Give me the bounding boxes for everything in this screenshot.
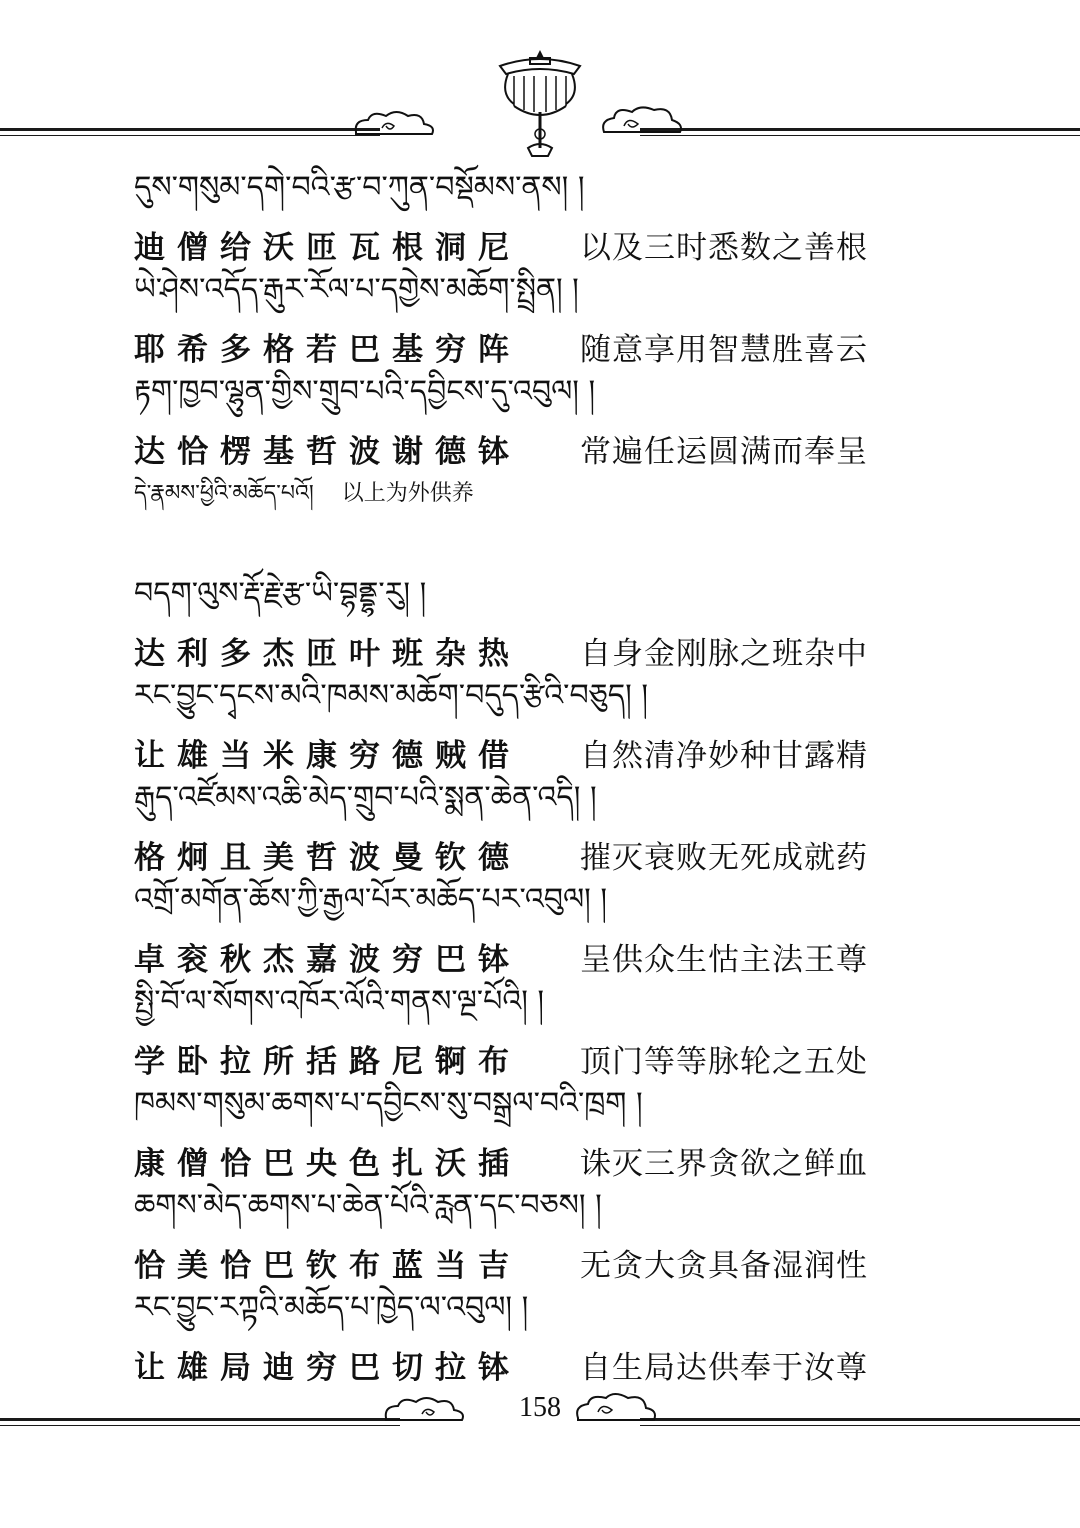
cloud-ornament-icon bbox=[600, 104, 684, 138]
tibetan-line: འགྲོ་མགོན་ཆོས་ཀྱི་རྒྱལ་པོར་མཆོད་པར་འབུལ། ། bbox=[134, 882, 608, 917]
verse-pair bbox=[134, 1340, 894, 1390]
tibetan-line: རྒུད་འཛོམས་འཆི་མེད་གྲུབ་པའི་སྨན་ཆེན་འདི། ། bbox=[134, 780, 597, 815]
verse-pair bbox=[134, 220, 894, 270]
chinese-meaning: 常遍任运圆满而奉呈 bbox=[580, 434, 868, 470]
chinese-transliteration: 让雄局迪穷巴切拉钵 bbox=[134, 1350, 521, 1386]
chinese-meaning: 自然清净妙种甘露精 bbox=[580, 738, 868, 774]
verse-pair bbox=[134, 322, 894, 372]
header-rule-right bbox=[640, 128, 1080, 142]
chinese-transliteration: 恰美恰巴钦布蓝当吉 bbox=[134, 1248, 521, 1284]
chinese-meaning: 随意享用智慧胜喜云 bbox=[580, 332, 868, 368]
header-rule-left bbox=[0, 128, 380, 142]
chinese-transliteration: 康僧恰巴央色扎沃插 bbox=[134, 1146, 521, 1182]
tibetan-line: རང་བྱུང་རཀྟའི་མཆོད་པ་ཁྱེད་ལ་འབུལ། ། bbox=[134, 1290, 529, 1325]
tibetan-line: རང་བྱུང་དྭངས་མའི་ཁམས་མཆོག་བདུད་རྩིའི་བཅུད། ། bbox=[134, 678, 648, 713]
tibetan-line: ཁམས་གསུམ་ཆགས་པ་དབྱིངས་སུ་བསྒྲལ་བའི་ཁྲག ། bbox=[134, 1086, 643, 1121]
verse-pair bbox=[134, 1136, 894, 1186]
chinese-meaning: 摧灭衰败无死成就药 bbox=[580, 840, 868, 876]
chinese-transliteration: 卓衮秋杰嘉波穷巴钵 bbox=[134, 942, 521, 978]
verse-pair bbox=[134, 728, 894, 778]
chinese-transliteration: 耶希多格若巴基穷阵 bbox=[134, 332, 521, 368]
chinese-transliteration: 学卧拉所括路尼锕布 bbox=[134, 1044, 521, 1080]
verse-pair bbox=[134, 1034, 894, 1084]
verse-content bbox=[134, 168, 894, 1390]
verse-pair bbox=[134, 830, 894, 880]
parasol-emblem-icon bbox=[470, 44, 610, 164]
tibetan-line: ཆགས་མེད་ཆགས་པ་ཆེན་པོའི་རླན་དང་བཅས། ། bbox=[134, 1188, 602, 1223]
chinese-meaning: 诛灭三界贪欲之鲜血 bbox=[580, 1146, 868, 1182]
chinese-meaning: 以及三时悉数之善根 bbox=[580, 230, 868, 266]
tibetan-line: བདག་ལུས་རྡོ་རྗེ་རྩ་ཡི་བྷནྡྷ་རུ། ། bbox=[134, 576, 427, 611]
chinese-transliteration: 达恰楞基哲波谢德钵 bbox=[134, 434, 521, 470]
tibetan-line: ཡེ་ཤེས་འདོད་རྒུར་རོལ་པ་དགྱེས་མཆོག་སྤྲིན། ། bbox=[134, 272, 579, 307]
chinese-transliteration: 格炯且美哲波曼钦德 bbox=[134, 840, 521, 876]
cloud-ornament-icon bbox=[352, 108, 436, 138]
chinese-transliteration: 迪僧给沃匝瓦根洞尼 bbox=[134, 230, 521, 266]
chinese-transliteration: 让雄当米康穷德贼借 bbox=[134, 738, 521, 774]
page-number: 158 bbox=[519, 1392, 561, 1423]
tibetan-line: སྤྱི་བོ་ལ་སོགས་འཁོར་ལོའི་གནས་ལྔ་པོའི། ། bbox=[134, 984, 545, 1019]
verse-pair bbox=[134, 424, 894, 474]
verse-pair bbox=[134, 932, 894, 982]
tibetan-line: དུས་གསུམ་དགེ་བའི་རྩ་བ་ཀུན་བསྡོམས་ནས། ། bbox=[134, 170, 585, 205]
chinese-note: 以上为外供养 bbox=[341, 481, 474, 506]
verse-pair bbox=[134, 1238, 894, 1288]
chinese-meaning: 自身金刚脉之班杂中 bbox=[580, 636, 868, 672]
chinese-meaning: 无贪大贪具备湿润性 bbox=[580, 1248, 868, 1284]
tibetan-line: རྟག་ཁྱབ་ལྷུན་གྱིས་གྲུབ་པའི་དབྱིངས་དུ་འབུལ། ། bbox=[134, 374, 596, 409]
section-note bbox=[134, 474, 894, 526]
chinese-transliteration: 达利多杰匝叶班杂热 bbox=[134, 636, 521, 672]
chinese-meaning: 顶门等等脉轮之五处 bbox=[580, 1044, 868, 1080]
tibetan-note: དེ་རྣམས་ཕྱིའི་མཆོད་པའོ། bbox=[134, 481, 314, 506]
verse-pair bbox=[134, 626, 894, 676]
chinese-meaning: 自生局达供奉于汝尊 bbox=[580, 1350, 868, 1386]
chinese-meaning: 呈供众生怙主法王尊 bbox=[580, 942, 868, 978]
section-spacer bbox=[134, 526, 894, 574]
